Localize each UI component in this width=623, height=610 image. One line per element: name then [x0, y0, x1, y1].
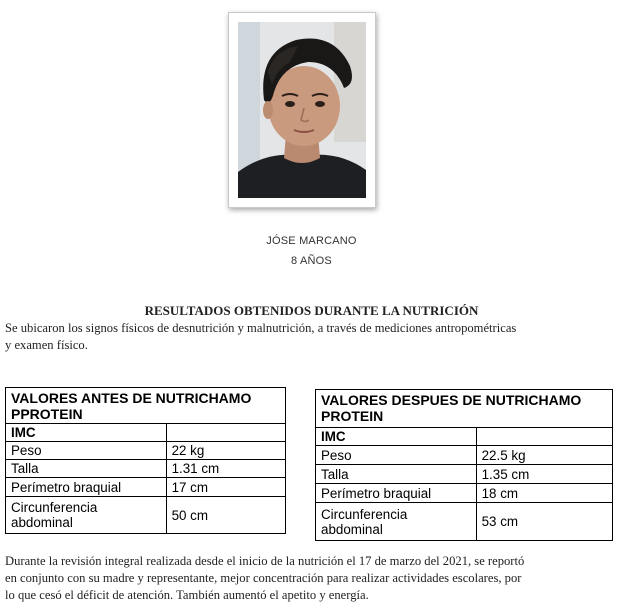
table-before-row-label: Circunferencia abdominal [6, 497, 167, 534]
table-before-row-value: 22 kg [166, 442, 285, 460]
table-before-row-label: Talla [6, 460, 167, 478]
table-before-imc: IMC [6, 424, 167, 442]
conclusion-line-2: en conjunto con su madre y representante, mejor concentración para realizar actividades escolares, por [5, 571, 522, 585]
table-before-row-label: Perímetro braquial [6, 478, 167, 497]
intro-line-2: y examen físico. [5, 338, 88, 352]
table-after-row-label: Peso [316, 446, 477, 465]
table-after-nutrition [315, 389, 613, 541]
table-before-header: VALORES ANTES DE NUTRICHAMO PPROTEIN [6, 388, 286, 424]
table-before-nutrition [5, 387, 286, 534]
table-after-row-label: Perímetro braquial [316, 484, 477, 503]
table-after-row-label: Circunferencia abdominal [316, 503, 477, 541]
table-after-row-value: 53 cm [476, 503, 612, 541]
profile-photo-frame [228, 12, 376, 208]
profile-photo [238, 22, 366, 198]
table-after-imc: IMC [316, 428, 477, 446]
child-portrait-illustration [238, 22, 366, 198]
table-before-row-value: 1.31 cm [166, 460, 285, 478]
child-name: JÓSE MARCANO [266, 235, 357, 247]
child-age: 8 AÑOS [291, 255, 332, 267]
intro-line-1: Se ubicaron los signos físicos de desnutrición y malnutrición, a través de mediciones antropométricas [5, 321, 517, 335]
table-before-row-label: Peso [6, 442, 167, 460]
table-after-row-value: 18 cm [476, 484, 612, 503]
conclusion-line-3: lo que cesó el déficit de atención. También aumentó el apetito y energía. [5, 588, 369, 602]
table-after-row-value: 22.5 kg [476, 446, 612, 465]
table-after-row-value: 1.35 cm [476, 465, 612, 484]
table-after-row-label: Talla [316, 465, 477, 484]
conclusion-line-1: Durante la revisión integral realizada desde el inicio de la nutrición el 17 de marzo del 2021, se reportó [5, 554, 525, 568]
table-before-row-value: 17 cm [166, 478, 285, 497]
table-after-header: VALORES DESPUES DE NUTRICHAMO PROTEIN [316, 390, 613, 428]
table-before-row-value: 50 cm [166, 497, 285, 534]
section-title: RESULTADOS OBTENIDOS DURANTE LA NUTRICIÓN [144, 303, 479, 318]
